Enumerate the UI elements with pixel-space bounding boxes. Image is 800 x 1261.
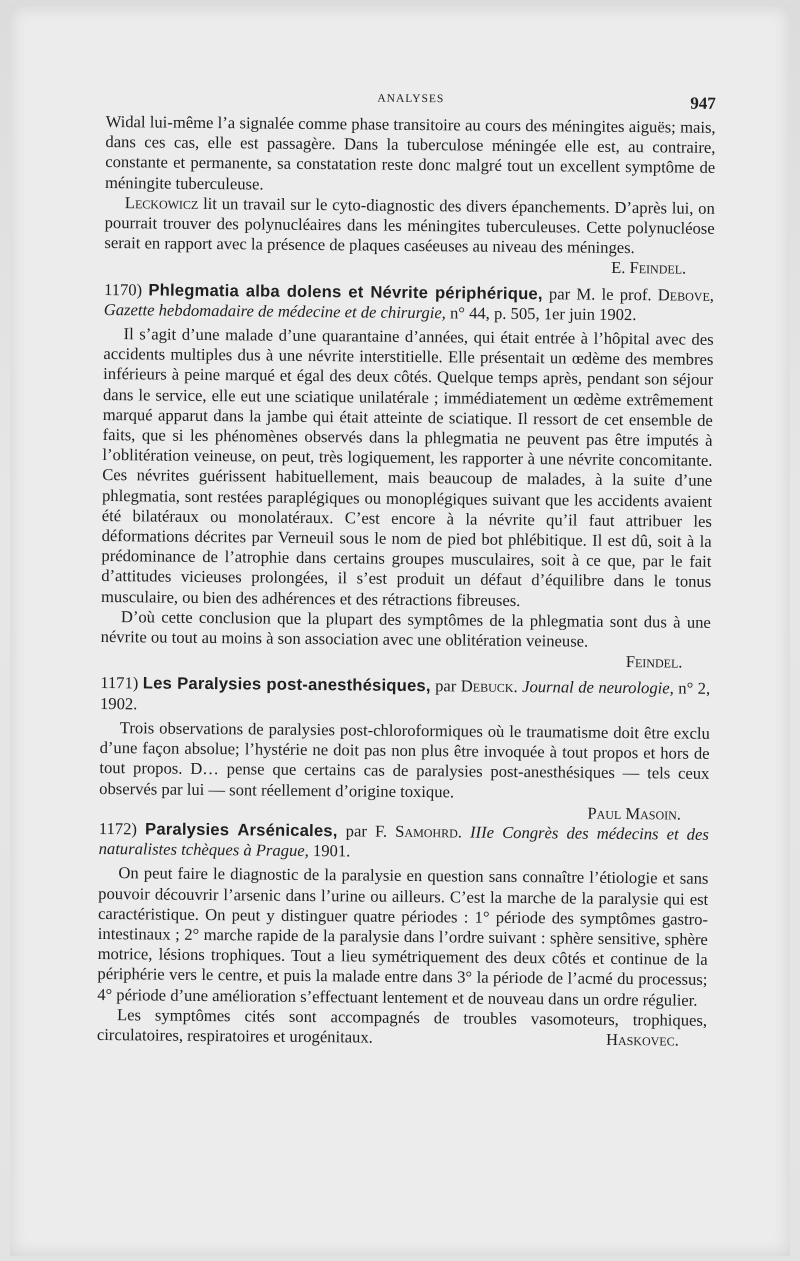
page-number: 947 bbox=[690, 93, 716, 113]
entry-heading bbox=[99, 819, 709, 865]
entry-title: Phlegmatia alba dolens et Névrite périphérique, bbox=[148, 280, 543, 303]
entry-paragraph: D’où cette conclusion que la plupart des symptômes de la phlegmatia sont dus à une névrite ou tout au moins à son association avec une oblitération veineuse. bbox=[100, 607, 711, 651]
entry-citation: n° 44, p. 505, 1er juin 1902. bbox=[449, 303, 637, 324]
entry-byline: par M. le prof. bbox=[548, 283, 652, 304]
entry-1170 bbox=[100, 280, 714, 674]
page-header bbox=[106, 84, 716, 114]
entry-author: Debuck. bbox=[460, 676, 518, 697]
entry-number: 1170) bbox=[103, 279, 143, 299]
entry-paragraph-text: Les symptômes cités sont accompagnés de troubles vasomoteurs, trophiques, circulatoires, respiratoires et urogénitaux. bbox=[96, 1004, 708, 1047]
entry-journal: Journal de neurologie, bbox=[522, 677, 674, 698]
entry-heading bbox=[100, 673, 710, 719]
entry-paragraph bbox=[97, 1005, 707, 1051]
entry-citation: n° 2, 1902. bbox=[99, 679, 711, 714]
entry-1171 bbox=[99, 673, 710, 824]
entry-1172 bbox=[97, 819, 709, 1051]
intro-paragraph-1: Widal lui-même l’a signalée comme phase transitoire au cours des méningites aiguës; mais, dans ces cas, elle est passagère. Dans la tuberculose méningée elle est, au contraire, constante et permanente, sa constatation reste donc malgré tout un excellent symptôme de méningite tuberculeuse. bbox=[104, 111, 716, 194]
intro-paragraph-2-text: lit un travail sur le cyto-diagnostic des divers épanchements. D’après lui, on pourrait trouver des polynucléaires dans les méningites tuberculeuses. Cette polynucléose serait en rapport avec la présence de plaques caséeuses au niveau des méninges. bbox=[104, 193, 715, 258]
entry-byline: par F. bbox=[345, 821, 388, 841]
text-column bbox=[97, 84, 716, 1051]
entry-paragraph: Il s’agit d’une malade d’une quarantaine d’années, qui était entrée à l’hôpital avec des accidents multiples dus à une névrite interstitielle. Elle présentait un œdème des membres inférieurs à peine marqué et égal des deux côtés. Quelque temps après, pendant son séjour dans le service, elle eut une sciatique unilatérale ; immédiatement un œdème extrêmement marqué apparut dans la jambe qui était atteinte de sciatique. Il ressort de cet ensemble de faits, que si les phénomènes observés dans la phlegmatia ne peuvent pas être imputés à l’oblitération veineuse, on peut, très logiquement, les rapporter à une névrite concomitante. Ces névrites guérissent habituellement, mais beaucoup de malades, à la suite d’une phlegmatia, sont restées paraplégiques ou monoplégiques suivant que les accidents avaient été bilatéraux ou monolatéraux. C’est encore à la névrite qu’il faut attribuer les déformations décrites par Verneuil sous le nom de pied bot phlébitique. Il est dû, soit à la prédominance de l’atrophie dans certains groupes musculaires, soit à ce que, par le fait d’attitudes vicieuses prolongées, il s’est produit un défaut d’équilibre dans le tonus musculaire, ou bien des adhérences et des rétractions fibreuses. bbox=[100, 324, 714, 610]
entry-title: Paralysies Arsénicales, bbox=[145, 819, 338, 841]
entry-signature: Feindel. bbox=[625, 652, 683, 672]
entry-paragraph: Trois observations de paralysies post-chloroformiques où le traumatisme doit être exclu d’une façon absolue; l’hystérie ne doit pas non plus être invoquée à tout propos et hors de tout propos. D… pense que certains cas de paralysies post-anesthésiques — tels ceux observés par lui — sont réellement d’origine toxique. bbox=[99, 718, 710, 801]
entry-byline: par bbox=[435, 676, 457, 696]
entry-citation: 1901. bbox=[312, 841, 351, 861]
entry-signature: Paul Masoin. bbox=[587, 803, 682, 824]
intro-paragraph-2 bbox=[104, 193, 715, 259]
running-head: ANALYSES bbox=[377, 92, 445, 106]
page-sheet bbox=[10, 6, 790, 1256]
entry-signature: Haskovec. bbox=[605, 1029, 679, 1050]
entry-number: 1171) bbox=[100, 673, 139, 693]
entry-author: Debove, bbox=[657, 284, 715, 305]
entry-number: 1172) bbox=[98, 818, 138, 839]
intro-signature: E. Feindel. bbox=[611, 258, 687, 278]
intro-author: Leckowicz bbox=[124, 192, 199, 213]
entry-journal: IIIe Congrès des médecins et des naturalistes tchèques à Prague, bbox=[98, 822, 709, 861]
entry-title: Les Paralysies post-anesthésiques, bbox=[142, 673, 431, 696]
entry-heading bbox=[104, 280, 714, 326]
entry-journal: Gazette hebdomadaire de médecine et de chirurgie, bbox=[103, 299, 446, 323]
entry-author: Samohrd. bbox=[395, 821, 463, 842]
entry-paragraph: On peut faire le diagnostic de la paralysie en question sans connaître l’étiologie et sans pouvoir découvrir l’arsenic dans l’urine ou ailleurs. C’est la marche de la paralysie qui est caractéristique. On peut y distinguer quatre périodes : 1° période des symptômes gastro-intestinaux ; 2° marche rapide de la paralysie dans l’ordre suivant : sphère sensitive, sphère motrice, lésions trophiques. Tout a lieu symétriquement des deux côtés et continue de la périphérie vers le centre, et puis la malade entre dans 3° la période de l’acmé du processus; 4° période d’une amélioration s’effectuant lentement et de nouveau dans un ordre régulier. bbox=[97, 863, 709, 1010]
